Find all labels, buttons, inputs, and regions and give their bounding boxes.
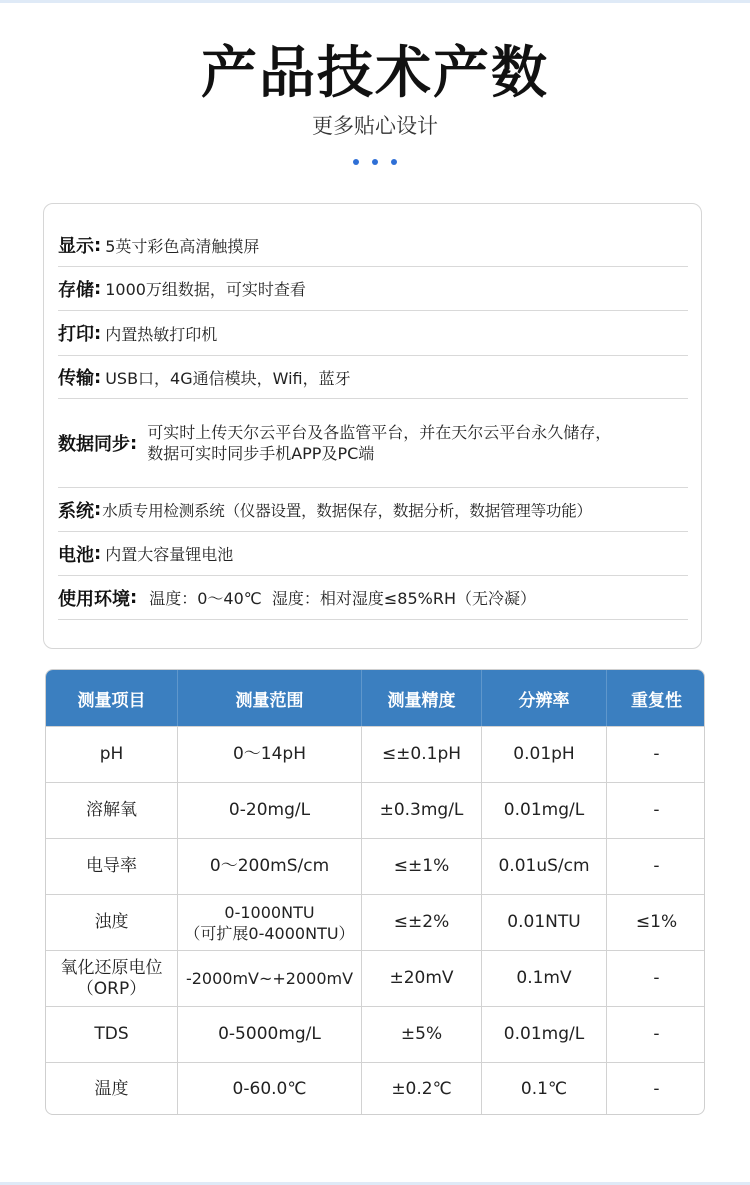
spec-value: 内置大容量锂电池 — [105, 545, 234, 564]
spec-value: USB口，4G通信模块，Wifi，蓝牙 — [105, 368, 351, 388]
spec-colon: : — [94, 543, 102, 564]
spec-value: 5英寸彩色高清触摸屏 — [105, 236, 260, 256]
spec-value-line: 可实时上传天尔云平台及各监管平台，并在天尔云平台永久储存， — [147, 423, 612, 442]
spec-row-storage — [58, 267, 688, 311]
table-cell: ≤±0.1pH — [362, 727, 482, 782]
column-header: 分辨率 — [482, 670, 607, 726]
table-cell: 0.01mg/L — [482, 783, 607, 838]
table-cell: 温度 — [46, 1063, 178, 1115]
spec-label: 数据同步 — [58, 434, 130, 455]
table-cell: 0.1℃ — [482, 1063, 607, 1115]
table-cell: ±0.3mg/L — [362, 783, 482, 838]
table-cell: 0.01NTU — [482, 895, 607, 950]
spec-value: 水质专用检测系统（仪器设置，数据保存，数据分析，数据管理等功能） — [102, 501, 592, 520]
page-title: 产品技术产数 — [201, 40, 549, 106]
table-cell: ±20mV — [362, 951, 482, 1006]
spec-colon: : — [130, 432, 138, 454]
spec-colon: : — [94, 234, 102, 256]
table-cell: 0.01mg/L — [482, 1007, 607, 1062]
spec-row-battery — [58, 532, 688, 576]
column-header: 重复性 — [631, 690, 682, 711]
decorative-dots — [351, 159, 401, 167]
spec-row-sync — [58, 399, 688, 488]
spec-colon: : — [130, 587, 138, 608]
table-cell: - — [653, 1024, 660, 1044]
table-cell: ±0.2℃ — [362, 1063, 482, 1115]
dot-icon — [353, 159, 359, 165]
spec-label: 存储 — [58, 279, 94, 301]
table-cell: TDS — [46, 1007, 178, 1062]
table-header — [46, 670, 705, 726]
spec-value: 温度：0～40℃ 湿度：相对湿度≤85%RH（无冷凝） — [149, 589, 537, 608]
column-header: 测量范围 — [178, 670, 362, 726]
table-cell: 0.1mV — [482, 951, 607, 1006]
table-cell: 0.01pH — [482, 727, 607, 782]
spec-value-line: 数据可实时同步手机APP及PC端 — [147, 444, 375, 463]
table-cell: 浊度 — [46, 895, 178, 950]
spec-colon: : — [94, 499, 102, 520]
table-row — [46, 894, 705, 950]
table-cell: ≤±1% — [362, 839, 482, 894]
spec-label: 系统 — [58, 500, 94, 522]
table-row — [46, 1062, 705, 1115]
table-cell: pH — [46, 727, 178, 782]
spec-colon: : — [94, 278, 102, 299]
spec-label: 显示 — [58, 236, 94, 257]
spec-label: 打印 — [58, 324, 94, 345]
table-cell: -2000mV~+2000mV — [178, 951, 362, 1006]
table-cell: 0-60.0℃ — [178, 1063, 362, 1115]
table-cell: 电导率 — [46, 839, 178, 894]
top-divider — [0, 0, 750, 3]
table-row — [46, 782, 705, 838]
parameter-table — [45, 669, 705, 1115]
table-cell: ±5% — [362, 1007, 482, 1062]
table-row — [46, 950, 705, 1006]
spec-colon: : — [94, 322, 102, 344]
spec-row-environment — [58, 576, 688, 620]
spec-value: 1000万组数据，可实时查看 — [105, 280, 306, 299]
table-cell: 溶解氧 — [46, 783, 178, 838]
table-row — [46, 838, 705, 894]
table-cell: 0.01uS/cm — [482, 839, 607, 894]
table-cell: 0-5000mg/L — [178, 1007, 362, 1062]
spec-row-system — [58, 488, 688, 532]
table-cell: 0～14pH — [178, 727, 362, 782]
dot-icon — [372, 159, 378, 165]
spec-value: 内置热敏打印机 — [105, 324, 218, 344]
table-cell: ≤±2% — [362, 895, 482, 950]
spec-row-print — [58, 311, 688, 356]
page-subtitle: 更多贴心设计 — [312, 114, 438, 138]
table-cell: 0～200mS/cm — [178, 839, 362, 894]
table-row — [46, 726, 705, 782]
table-cell: 氧化还原电位 （ORP） — [46, 951, 178, 1006]
table-cell: - — [653, 744, 660, 764]
spec-row-display — [58, 224, 688, 267]
column-header: 测量精度 — [362, 670, 482, 726]
table-cell: - — [653, 968, 660, 988]
spec-colon: : — [94, 366, 102, 388]
spec-list — [43, 203, 702, 649]
spec-value — [147, 422, 611, 464]
table-row — [46, 1006, 705, 1062]
spec-label: 使用环境 — [58, 588, 130, 610]
column-header: 测量项目 — [46, 670, 178, 726]
table-cell: ≤1% — [635, 912, 678, 932]
dot-icon — [391, 159, 397, 165]
spec-row-transfer — [58, 356, 688, 399]
spec-label: 电池 — [58, 544, 94, 566]
table-cell: - — [653, 800, 660, 820]
table-cell: 0-1000NTU （可扩展0-4000NTU） — [178, 895, 362, 950]
table-cell: - — [653, 1079, 660, 1099]
table-cell: 0-20mg/L — [178, 783, 362, 838]
table-cell: - — [653, 856, 660, 876]
spec-label: 传输 — [58, 368, 94, 389]
